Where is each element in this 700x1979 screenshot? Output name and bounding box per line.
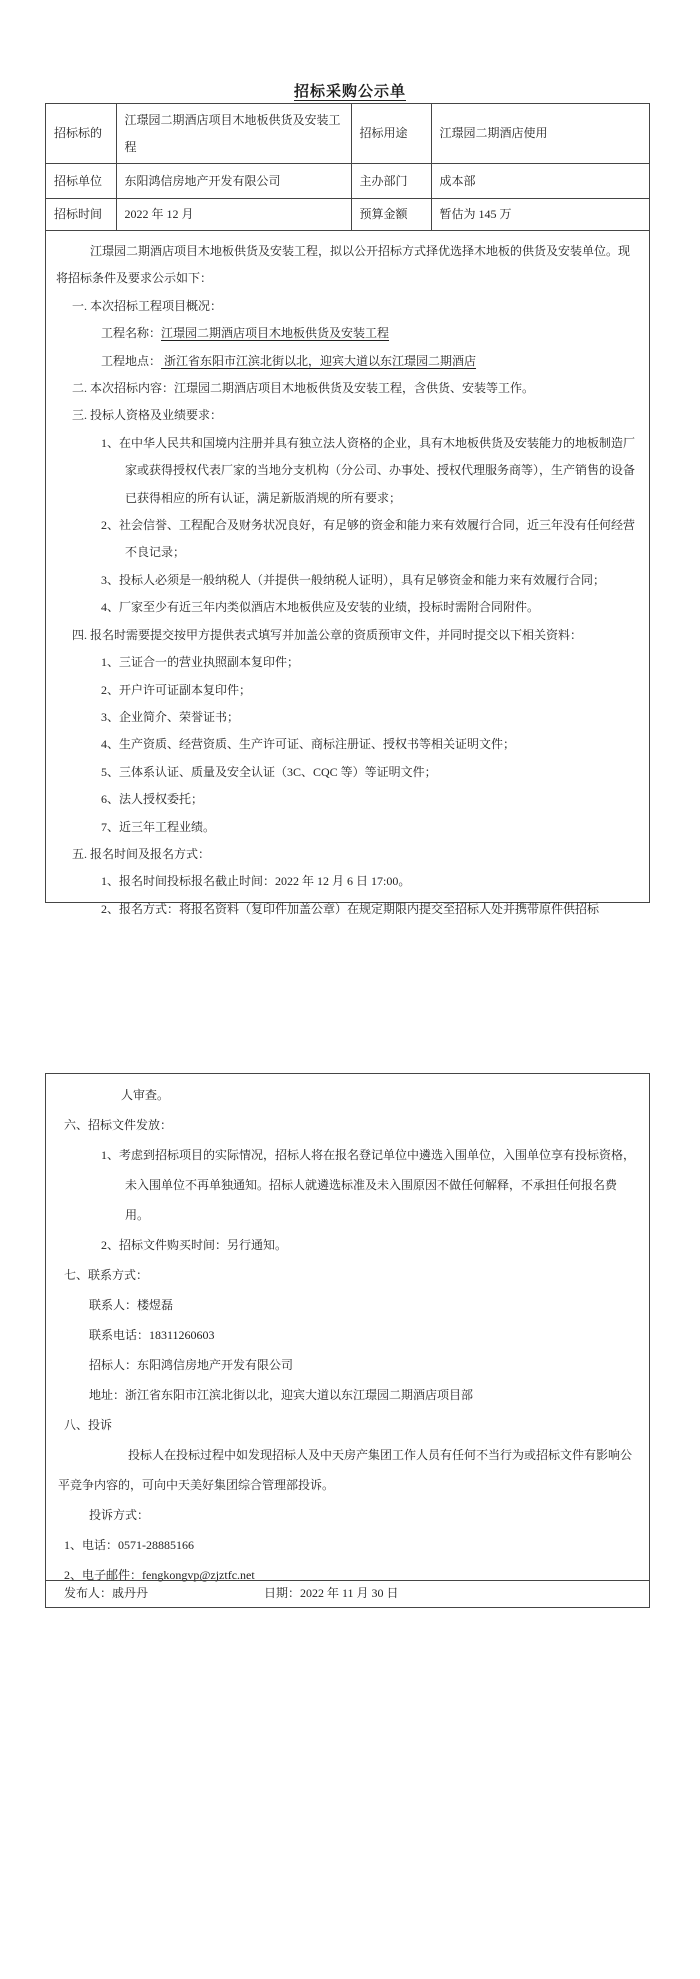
page2-body — [46, 1074, 649, 1590]
project-location-value: 浙江省东阳市江滨北街以北，迎宾大道以东江璟园二期酒店 — [161, 353, 477, 368]
list-item: 2、开户许可证副本复印件； — [101, 682, 252, 697]
publisher: 发布人：戚丹丹 — [64, 1586, 149, 1600]
intro-paragraph: 江璟园二期酒店项目木地板供货及安装工程，拟以公开招标方式择优选择木地板的供货及安装单位。现将招标条件及要求公示如下： — [56, 244, 631, 286]
cell-label: 招标标的 — [46, 104, 116, 164]
table-row — [46, 164, 649, 199]
contact-phone-line: 联系电话：18311260603 — [89, 1328, 215, 1342]
cell-value: 江璟园二期酒店项目木地板供货及安装工程 — [116, 104, 351, 164]
table-row — [46, 199, 649, 231]
list-item: 4、生产资质、经营资质、生产许可证、商标注册证、授权书等相关证明文件； — [101, 737, 516, 752]
list-item: 7、近三年工程业绩。 — [101, 819, 216, 834]
cell-label: 招标单位 — [46, 164, 116, 199]
complaint-phone-line: 1、电话：0571-28885166 — [64, 1538, 194, 1552]
cell-label: 招标时间 — [46, 199, 116, 231]
list-item: 2、报名方式：将报名资料（复印件加盖公章）在规定期限内提交至招标人处并携带原件供招标 — [101, 901, 600, 916]
list-item: 3、企业简介、荣誉证书； — [101, 709, 240, 724]
cell-label: 主办部门 — [351, 164, 431, 199]
project-name-value: 江璟园二期酒店项目木地板供货及安装工程 — [161, 326, 390, 341]
list-item: 5、三体系认证、质量及安全认证（3C、CQC 等）等证明文件； — [101, 764, 437, 779]
list-item: 1、报名时间投标报名截止时间：2022 年 12 月 6 日 17:00。 — [101, 874, 411, 889]
project-name-line — [101, 320, 637, 347]
section-heading-4: 四. 报名时需要提交按甲方提供表式填写并加盖公章的资质预审文件，并同时提交以下相关资料： — [72, 627, 583, 642]
section-heading-7: 七、联系方式： — [64, 1268, 149, 1282]
list-item: 3、投标人必须是一般纳税人（并提供一般纳税人证明），具有足够资金和能力来有效履行合同； — [101, 572, 606, 587]
section-heading-6: 六、招标文件发放： — [64, 1118, 173, 1132]
continuation-line: 人审查。 — [121, 1088, 170, 1102]
list-item: 1、在中华人民共和国境内注册并具有独立法人资格的企业，具有木地板供货及安装能力的地板制造厂家或获得授权代表厂家的当地分支机构（分公司、办事处、授权代理服务商等），生产销售的设备已获得相应的所有认证，满足新版消规的所有要求； — [101, 435, 636, 505]
cell-value: 成本部 — [431, 164, 649, 199]
section-heading-5: 五. 报名时间及报名方式： — [72, 846, 211, 861]
project-name-label: 工程名称： — [101, 326, 162, 341]
publish-date: 日期：2022 年 11 月 30 日 — [264, 1586, 399, 1600]
footer-row — [46, 1580, 649, 1607]
section-heading-3: 三. 投标人资格及业绩要求： — [72, 408, 223, 423]
address-line: 地址：浙江省东阳市江滨北街以北，迎宾大道以东江璟园二期酒店项目部 — [89, 1388, 474, 1402]
complaint-email-line: 2、电子邮件：fengkongvp@zjztfc.net — [64, 1568, 255, 1582]
cell-value: 江璟园二期酒店使用 — [431, 104, 649, 164]
cell-value: 东阳鸿信房地产开发有限公司 — [116, 164, 351, 199]
complaint-method-label: 投诉方式： — [89, 1508, 150, 1522]
list-item: 2、社会信誉、工程配合及财务状况良好，有足够的资金和能力来有效履行合同，近三年没有任何经营不良记录； — [101, 518, 636, 560]
cell-label: 招标用途 — [351, 104, 431, 164]
section-heading-1: 一. 本次招标工程项目概况： — [72, 298, 223, 313]
list-item: 6、法人授权委托； — [101, 792, 204, 807]
project-location-line — [101, 348, 637, 375]
list-item: 1、三证合一的营业执照副本复印件； — [101, 655, 300, 670]
cell-value: 2022 年 12 月 — [116, 199, 351, 231]
project-location-label: 工程地点： — [101, 353, 162, 368]
cell-value: 暂估为 145 万 — [431, 199, 649, 231]
section-heading-8: 八、投诉 — [64, 1418, 113, 1432]
tenderer-line: 招标人：东阳鸿信房地产开发有限公司 — [89, 1358, 294, 1372]
list-item: 4、厂家至少有近三年内类似酒店木地板供应及安装的业绩，投标时需附合同附件。 — [101, 600, 540, 615]
list-item: 2、招标文件购买时间：另行通知。 — [101, 1238, 288, 1252]
document-title: 招标采购公示单 — [293, 84, 406, 100]
page1-body — [46, 231, 649, 923]
cell-label: 预算金额 — [351, 199, 431, 231]
page2-box — [45, 1073, 650, 1608]
table-row — [46, 104, 649, 164]
complaint-paragraph: 投标人在投标过程中如发现招标人及中天房产集团工作人员有任何不当行为或招标文件有影响公平竞争内容的，可向中天美好集团综合管理部投诉。 — [58, 1448, 633, 1492]
section-heading-2: 二. 本次招标内容：江璟园二期酒店项目木地板供货及安装工程，含供货、安装等工作。 — [72, 381, 535, 396]
info-table — [46, 104, 649, 231]
page1-box — [45, 103, 650, 916]
list-item: 1、考虑到招标项目的实际情况，招标人将在报名登记单位中遴选入围单位，入围单位享有投标资格，未入围单位不再单独通知。招标人就遴选标准及未入围原因不做任何解释，不承担任何报名费用。 — [101, 1148, 636, 1222]
contact-person-line: 联系人：楼煜磊 — [89, 1298, 174, 1312]
